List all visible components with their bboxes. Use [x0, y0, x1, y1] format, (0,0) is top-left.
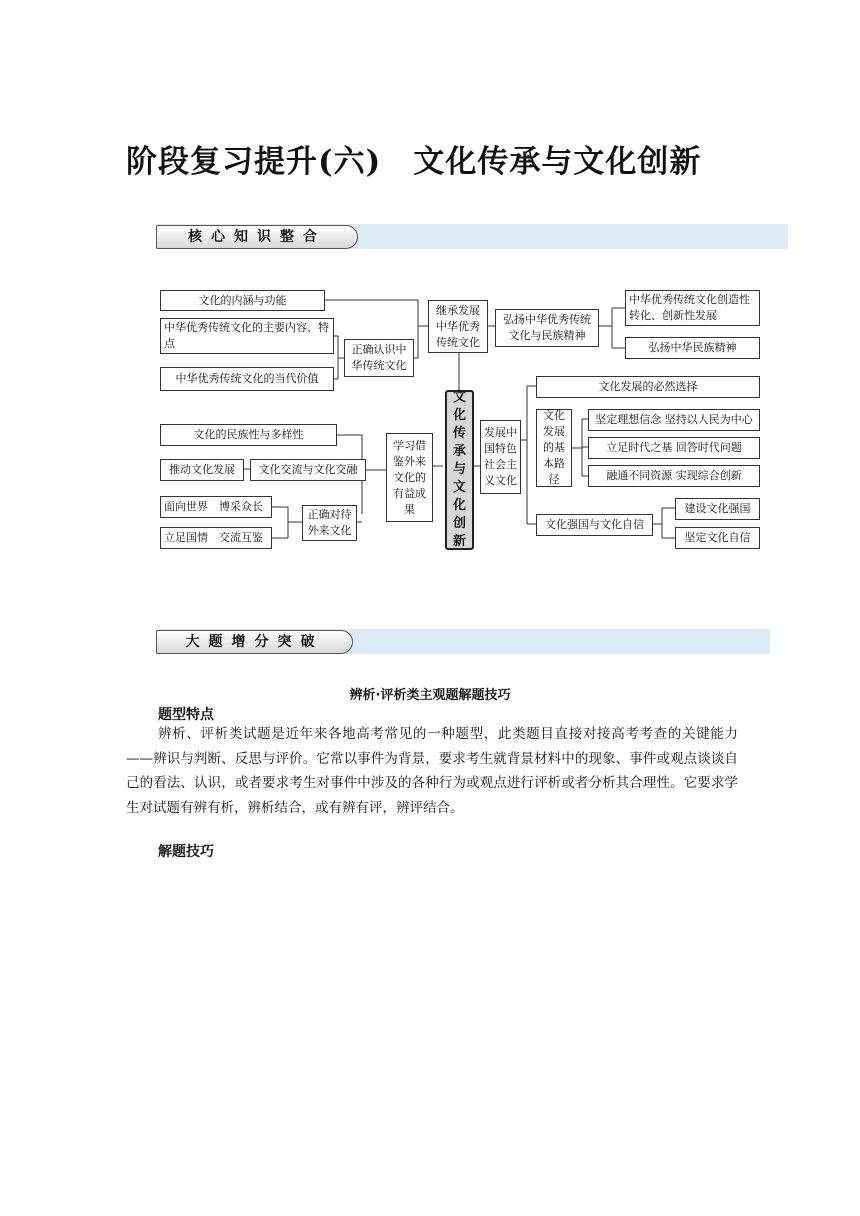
node-center-topic: 文化传承与文化创新	[445, 390, 474, 550]
node-learn-foreign: 学习借鉴外来文化的有益成果	[386, 433, 433, 522]
node-path-item-2: 立足时代之基 回答时代问题	[588, 437, 760, 459]
subheading-features: 题型特点	[158, 707, 214, 723]
node-inherit-develop: 继承发展中华优秀传统文化	[428, 300, 488, 353]
body-paragraph: 辨析、评析类试题是近年来各地高考常见的一种题型，此类题目直接对接高考考查的关键能力——辨识与判断、反思与评价。它常以事件为背景，要求考生就背景材料中的现象、事件或观点谈谈自己的看法、认识，或者要求考生对事件中涉及的各种行为或观点进行评析或者分析其合理性。它要求学生对试题有辨有析，辨析结合，或有辨有评，辨评结合。	[126, 726, 738, 816]
node-culture-confidence: 坚定文化自信	[675, 527, 760, 549]
node-diversity: 文化的民族性与多样性	[160, 424, 337, 446]
node-socialist-culture: 发展中国特色社会主义文化	[480, 420, 521, 494]
section-heading: 辨析·评析类主观题解题技巧	[349, 688, 511, 703]
subheading-techniques: 解题技巧	[158, 844, 214, 860]
node-basic-path: 文化发展的基本路径	[536, 409, 572, 487]
node-correct-treat: 正确对待外来文化	[302, 505, 357, 541]
node-based-on-reality: 立足国情 交流互鉴	[160, 527, 272, 549]
node-inevitable-choice: 文化发展的必然选择	[536, 376, 760, 398]
section-banner-breakthrough	[156, 629, 770, 654]
page-title: 阶段复习提升(六) 文化传承与文化创新	[126, 144, 702, 180]
node-build-power: 建设文化强国	[675, 498, 760, 520]
node-national-spirit: 弘扬中华民族精神	[625, 337, 760, 359]
node-correct-understanding: 正确认识中华传统文化	[344, 339, 414, 377]
node-promote-development: 推动文化发展	[160, 459, 244, 481]
node-culture-power: 文化强国与文化自信	[536, 514, 653, 536]
node-traditional-content: 中华优秀传统文化的主要内容、特点	[160, 318, 334, 354]
node-path-item-1: 坚定理想信念 坚持以人民为中心	[588, 409, 760, 431]
node-traditional-value: 中华优秀传统文化的当代价值	[160, 367, 334, 391]
banner-label: 核心知识整合	[156, 225, 358, 249]
banner-label: 大题增分突破	[156, 630, 353, 654]
node-face-world: 面向世界 博采众长	[160, 496, 272, 518]
node-exchange: 文化交流与文化交融	[250, 459, 366, 481]
node-culture-meaning: 文化的内涵与功能	[160, 290, 325, 311]
node-creative-transformation: 中华优秀传统文化创造性转化、创新性发展	[625, 290, 760, 326]
node-path-item-3: 融通不同资源 实现综合创新	[588, 465, 760, 487]
node-promote-spirit: 弘扬中华优秀传统文化与民族精神	[495, 309, 599, 347]
